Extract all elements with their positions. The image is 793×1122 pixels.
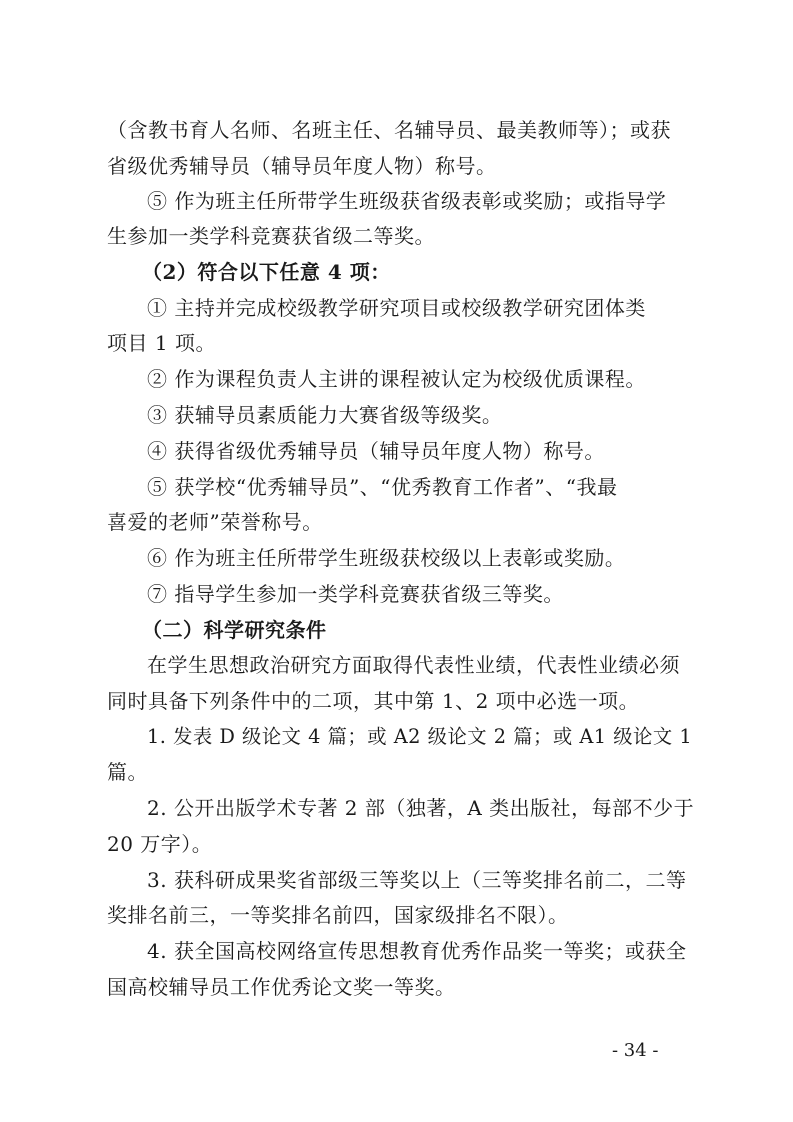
paragraph-line: 篇。 (107, 760, 148, 784)
list-item-line: 4. 获全国高校网络宣传思想教育优秀作品奖一等奖；或获全 (147, 939, 687, 963)
list-item-line: 1. 发表 D 级论文 4 篇；或 A2 级论文 2 篇；或 A1 级论文 1 (147, 725, 693, 748)
list-item-line: ① 主持并完成校级教学研究项目或校级教学研究团体类 (147, 296, 646, 320)
paragraph-line: 省级优秀辅导员（辅导员年度人物）称号。 (107, 154, 497, 178)
paragraph-line: 同时具备下列条件中的二项，其中第 1、2 项中必选一项。 (107, 689, 640, 713)
list-item-line: ⑤ 获学校“优秀辅导员”、“优秀教育工作者”、“我最 (147, 475, 618, 499)
section-heading: （二）科学研究条件 (142, 618, 327, 642)
list-item-line: ⑥ 作为班主任所带学生班级获校级以上表彰或奖励。 (147, 546, 626, 570)
list-item-line: ④ 获得省级优秀辅导员（辅导员年度人物）称号。 (147, 439, 605, 463)
section-subheading: （2）符合以下任意 4 项： (142, 260, 391, 284)
paragraph-line: 在学生思想政治研究方面取得代表性业绩，代表性业绩必须 (147, 653, 680, 677)
page-number: - 34 - (612, 1040, 659, 1061)
paragraph-line: （含教书育人名师、名班主任、名辅导员、最美教师等）；或获 (107, 118, 671, 142)
list-item-line: ② 作为课程负责人主讲的课程被认定为校级优质课程。 (147, 367, 646, 391)
list-item-line: ⑤ 作为班主任所带学生班级获省级表彰或奖励；或指导学 (147, 189, 667, 213)
paragraph-line: 奖排名前三，一等奖排名前四，国家级排名不限）。 (107, 903, 569, 927)
paragraph-line: 20 万字）。 (107, 832, 213, 856)
paragraph-line: 喜爱的老师”荣誉称号。 (107, 510, 323, 534)
list-item-line: 3. 获科研成果奖省部级三等奖以上（三等奖排名前二，二等 (147, 868, 687, 892)
paragraph-line: 项目 1 项。 (107, 331, 216, 355)
paragraph-line: 生参加一类学科竞赛获省级二等奖。 (107, 224, 435, 248)
list-item-line: ③ 获辅导员素质能力大赛省级等级奖。 (147, 403, 503, 427)
list-item-line: 2. 公开出版学术专著 2 部（独著，A 类出版社，每部不少于 (147, 796, 695, 820)
list-item-line: ⑦ 指导学生参加一类学科竞赛获省级三等奖。 (147, 582, 564, 606)
paragraph-line: 国高校辅导员工作优秀论文奖一等奖。 (107, 975, 456, 999)
